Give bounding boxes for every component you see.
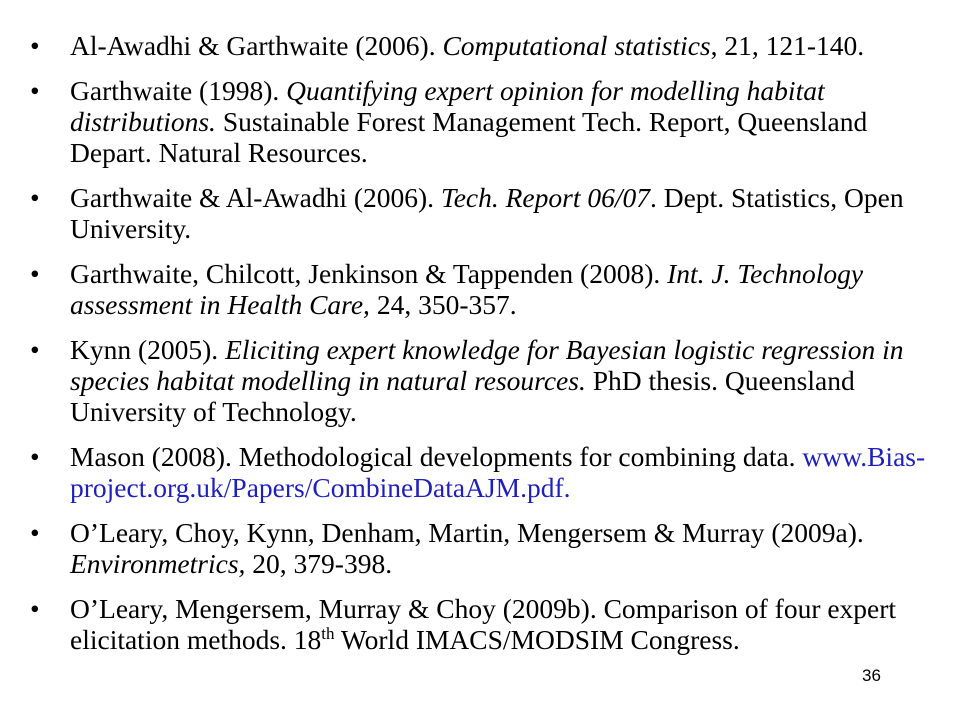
reference-authors-year: Garthwaite & Al-Awadhi (2006). [70, 182, 441, 213]
reference-item [30, 334, 945, 427]
reference-item [30, 30, 945, 61]
reference-details: World IMACS/MODSIM Congress. [334, 624, 740, 655]
ordinal-superscript: th [321, 624, 335, 643]
reference-authors-year: Garthwaite, Chilcott, Jenkinson & Tappenden (2008). [70, 258, 668, 289]
bullet: • [30, 593, 40, 624]
reference-text: Mason (2008). Methodological developments for combining data. [70, 441, 803, 472]
reference-title: Tech. Report 06/07 [440, 182, 650, 213]
reference-details: . Dept. Statistics, Open University. [70, 182, 904, 244]
reference-item [30, 441, 945, 503]
reference-item [30, 75, 945, 168]
reference-title: Environmetrics, [70, 548, 246, 579]
reference-title: Computational statistics [442, 30, 711, 61]
reference-link[interactable]: www.Bias-project.org.uk/Papers/CombineDataAJM.pdf. [70, 441, 926, 503]
reference-item [30, 258, 945, 320]
reference-details: 24, 350-357. [369, 289, 517, 320]
bullet: • [30, 182, 40, 213]
reference-item [30, 593, 945, 655]
reference-list [30, 30, 945, 669]
reference-details: 20, 379-398. [245, 548, 393, 579]
reference-authors-year: O’Leary, Choy, Kynn, Denham, Martin, Mengersem & Murray (2009a). [70, 517, 864, 548]
bullet: • [30, 75, 40, 106]
reference-title: Quantifying expert opinion for modelling habitat distributions. [70, 75, 825, 137]
reference-authors-year: Garthwaite (1998). [70, 75, 287, 106]
reference-details: Sustainable Forest Management Tech. Report, Queensland Depart. Natural Resources. [70, 106, 868, 168]
page-number: 36 [862, 666, 881, 685]
bullet: • [30, 258, 40, 289]
reference-item [30, 182, 945, 244]
reference-authors-year: Kynn (2005). [70, 334, 226, 365]
reference-details: PhD thesis. Queensland University of Technology. [70, 365, 855, 427]
reference-title: Eliciting expert knowledge for Bayesian logistic regression in species habitat modelling in natural resources. [70, 334, 904, 396]
bullet: • [30, 517, 40, 548]
reference-item [30, 517, 945, 579]
bullet: • [30, 334, 40, 365]
reference-authors-year: Al-Awadhi & Garthwaite (2006). [70, 30, 443, 61]
reference-text: O’Leary, Mengersem, Murray & Choy (2009b). Comparison of four expert elicitation methods. 18 [70, 593, 897, 655]
reference-details: , 21, 121-140. [710, 30, 865, 61]
bullet: • [30, 30, 40, 61]
reference-title: Int. J. Technology assessment in Health Care, [70, 258, 864, 320]
bullet: • [30, 441, 40, 472]
